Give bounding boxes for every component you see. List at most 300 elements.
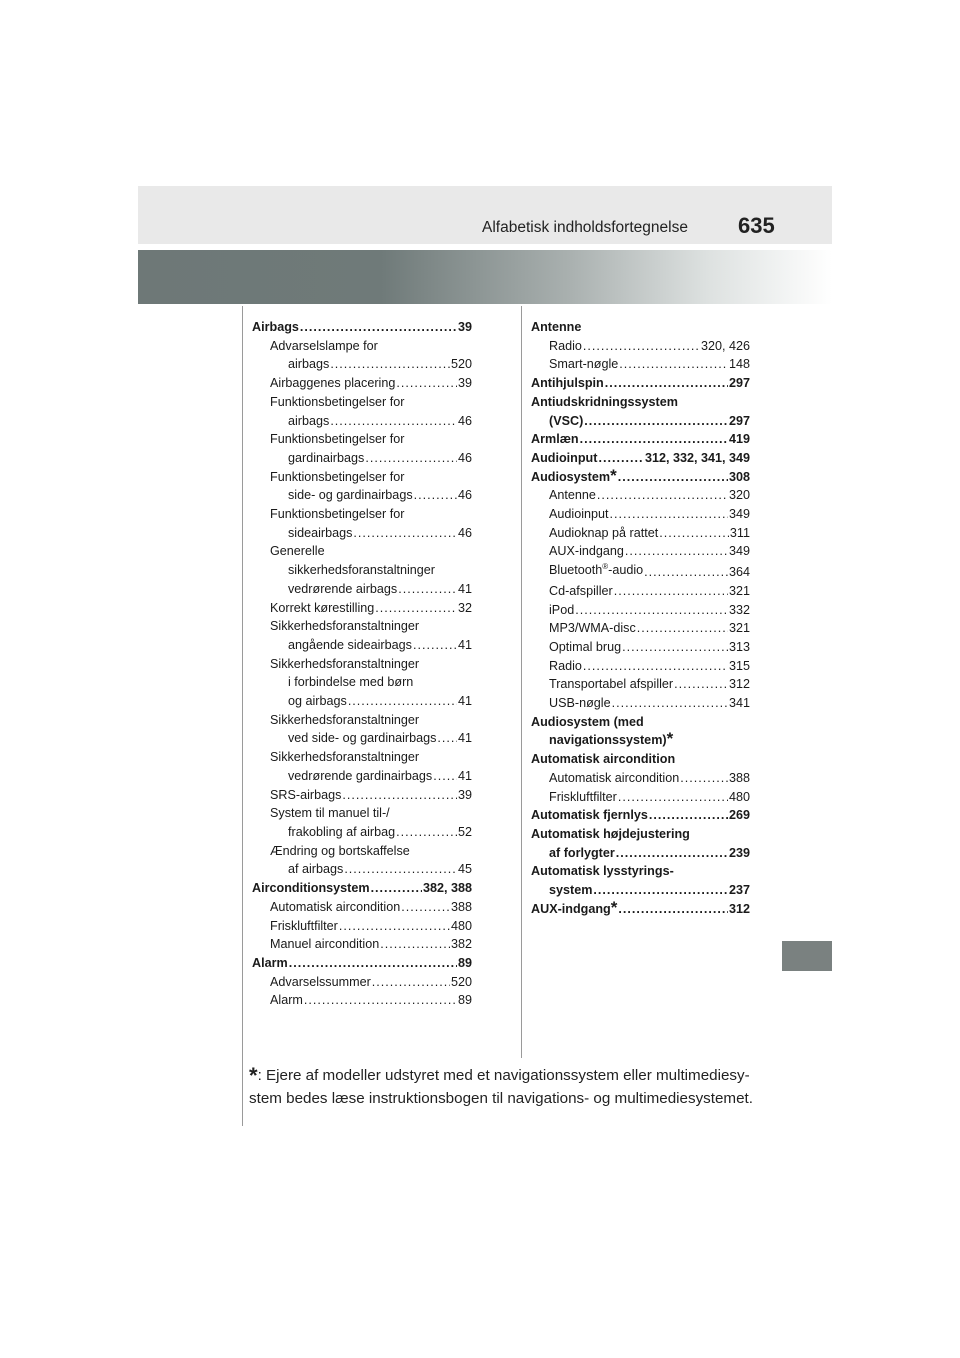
index-page-ref: 41 xyxy=(457,768,472,783)
index-term xyxy=(270,617,419,636)
footnote-asterisk: * xyxy=(249,1063,258,1088)
index-entry xyxy=(531,601,750,620)
dot-leader xyxy=(348,692,457,711)
index-term xyxy=(270,542,325,561)
index-term xyxy=(549,524,658,543)
index-term-text: Sikkerhedsforanstaltninger xyxy=(270,750,420,765)
dot-leader xyxy=(339,917,450,936)
index-term xyxy=(531,825,690,844)
index-entry xyxy=(252,393,472,412)
index-term-text: Sikkerhedsforanstaltninger xyxy=(270,619,420,634)
dot-leader xyxy=(304,991,457,1010)
index-page-ref: 46 xyxy=(457,525,472,540)
dot-leader xyxy=(619,355,728,374)
index-term-text: AUX-indgang xyxy=(531,901,611,916)
dot-leader xyxy=(342,786,457,805)
dot-leader xyxy=(580,430,728,449)
index-page-ref: 312 xyxy=(728,901,750,916)
index-entry xyxy=(531,619,750,638)
index-entry xyxy=(252,767,472,786)
index-entry xyxy=(252,748,472,767)
index-page-ref: 148 xyxy=(728,357,750,372)
index-term xyxy=(531,897,618,919)
index-page-ref: 239 xyxy=(728,845,750,860)
dot-leader xyxy=(372,973,450,992)
index-entry xyxy=(531,542,750,561)
index-term xyxy=(549,731,673,750)
left-margin-rule xyxy=(242,306,243,1126)
index-page-ref: 388 xyxy=(728,770,750,785)
dot-leader xyxy=(612,694,728,713)
index-page-ref: 341 xyxy=(728,696,750,711)
index-entry xyxy=(252,655,472,674)
index-term-text: SRS-airbags xyxy=(270,787,342,802)
index-term xyxy=(531,430,579,449)
index-page-ref: 313 xyxy=(728,639,750,654)
index-term xyxy=(270,430,404,449)
index-term-text: af forlygter xyxy=(549,845,615,860)
index-term xyxy=(549,638,621,657)
footnote-asterisk: * xyxy=(610,897,618,917)
index-page-ref: 41 xyxy=(457,637,472,652)
decorative-gradient-band xyxy=(138,250,832,304)
index-page-ref: 39 xyxy=(457,320,472,334)
index-page-ref: 520 xyxy=(450,974,472,989)
index-term-text: Friskluftfilter xyxy=(549,789,617,804)
index-term-text: AUX-indgang xyxy=(549,544,624,559)
index-entry xyxy=(531,769,750,788)
index-page-ref: 45 xyxy=(457,862,472,877)
index-page-ref: 520 xyxy=(450,357,472,372)
index-term-text: frakobling af airbag xyxy=(288,824,396,839)
index-term-text: MP3/WMA-disc xyxy=(549,621,636,636)
index-term xyxy=(531,449,597,468)
index-entry xyxy=(252,935,472,954)
index-entry xyxy=(252,917,472,936)
index-term xyxy=(252,879,370,898)
index-term xyxy=(549,619,636,638)
index-entry xyxy=(531,844,750,863)
index-term xyxy=(288,524,352,543)
index-term-text: Automatisk lysstyrings- xyxy=(531,864,674,879)
index-entry xyxy=(531,505,750,524)
index-term xyxy=(531,465,617,487)
index-term xyxy=(531,750,675,769)
index-entry xyxy=(252,599,472,618)
index-page-ref: 315 xyxy=(728,658,750,673)
index-term-text: vedrørende gardinairbags xyxy=(288,768,433,783)
index-column-right xyxy=(531,318,750,919)
index-term-text: side- og gardinairbags xyxy=(288,488,413,503)
index-entry xyxy=(531,582,750,601)
index-term xyxy=(288,860,343,879)
index-term-text: USB-nøgle xyxy=(549,696,611,711)
index-term-text: Korrekt kørestilling xyxy=(270,600,375,615)
index-page-ref: 52 xyxy=(457,824,472,839)
index-term xyxy=(270,374,395,393)
dot-leader xyxy=(396,823,457,842)
dot-leader xyxy=(644,563,728,582)
index-term-text: Audiosystem xyxy=(531,469,611,484)
index-column-left xyxy=(252,318,472,1010)
index-entry xyxy=(531,355,750,374)
dot-leader xyxy=(413,636,457,655)
index-entry xyxy=(531,713,750,732)
dot-leader xyxy=(330,355,450,374)
dot-leader xyxy=(597,486,728,505)
index-term xyxy=(531,713,644,732)
index-page-ref: 46 xyxy=(457,413,472,428)
index-entry xyxy=(252,673,472,692)
footnote-asterisk: * xyxy=(666,729,674,749)
index-page-ref: 312 xyxy=(728,677,750,692)
dot-leader xyxy=(659,524,729,543)
index-page-ref: 388 xyxy=(450,899,472,914)
index-page-ref: 39 xyxy=(457,376,472,391)
index-term xyxy=(270,748,419,767)
index-term xyxy=(270,935,379,954)
index-entry xyxy=(252,412,472,431)
index-term-text: sikkerhedsforanstaltninger xyxy=(288,563,436,578)
index-entry xyxy=(531,524,750,543)
section-title: Alfabetisk indholdsfortegnelse xyxy=(482,219,688,236)
index-entry xyxy=(531,806,750,825)
dot-leader xyxy=(401,898,450,917)
index-page-ref: 41 xyxy=(457,731,472,746)
index-term xyxy=(270,973,371,992)
index-term xyxy=(270,804,390,823)
index-term-text: i forbindelse med børn xyxy=(288,675,414,690)
index-term xyxy=(252,954,288,973)
index-term-text: Automatisk aircondition xyxy=(549,770,680,785)
dot-leader xyxy=(380,935,450,954)
index-term xyxy=(270,842,410,861)
index-term-text: Airconditionsystem xyxy=(252,881,370,896)
index-term-text: Alarm xyxy=(270,993,303,1008)
index-term xyxy=(270,917,338,936)
dot-leader xyxy=(605,374,728,393)
index-term-text: Advarselslampe for xyxy=(270,338,378,353)
index-entry xyxy=(252,636,472,655)
index-term-text: System til manuel til-/ xyxy=(270,806,390,821)
footnote xyxy=(249,1064,769,1110)
index-term-text: Alarm xyxy=(252,955,288,970)
index-term-text: Cd-afspiller xyxy=(549,583,613,598)
index-entry xyxy=(531,694,750,713)
index-entry xyxy=(252,337,472,356)
index-entry xyxy=(531,881,750,900)
index-term xyxy=(270,599,374,618)
index-entry xyxy=(252,991,472,1010)
index-term-text: Antiudskridningssystem xyxy=(531,394,678,409)
index-term xyxy=(288,580,397,599)
index-term-text: Armlæn xyxy=(531,432,579,447)
index-term-text: og airbags xyxy=(288,694,347,709)
index-term-text: Manuel aircondition xyxy=(270,937,380,952)
index-term xyxy=(288,355,329,374)
index-page-ref: 320 xyxy=(728,488,750,503)
index-term-text: Transportabel afspiller xyxy=(549,677,674,692)
index-term xyxy=(549,561,643,582)
dot-leader xyxy=(622,638,728,657)
index-page-ref: 46 xyxy=(457,488,472,503)
index-term-text: Radio xyxy=(549,338,582,353)
dot-leader xyxy=(437,729,457,748)
dot-leader xyxy=(583,657,728,676)
index-page-ref: 382 xyxy=(450,937,472,952)
index-entry xyxy=(252,786,472,805)
dot-leader xyxy=(330,412,457,431)
index-term xyxy=(288,412,329,431)
index-term-text: Automatisk aircondition xyxy=(270,899,401,914)
dot-leader xyxy=(618,468,728,487)
index-term xyxy=(288,823,395,842)
index-page-ref: 349 xyxy=(728,507,750,522)
dot-leader xyxy=(375,599,457,618)
index-entry xyxy=(252,692,472,711)
index-page-ref: 480 xyxy=(450,918,472,933)
index-entry xyxy=(531,412,750,431)
index-term xyxy=(288,561,435,580)
index-term-text: Friskluftfilter xyxy=(270,918,338,933)
index-term xyxy=(288,636,412,655)
index-page-ref: 364 xyxy=(728,565,750,580)
index-term-text: Sikkerhedsforanstaltninger xyxy=(270,656,420,671)
dot-leader xyxy=(353,524,457,543)
index-entry xyxy=(531,465,750,487)
index-term-text: gardinairbags xyxy=(288,450,365,465)
index-term xyxy=(252,318,299,337)
index-entry xyxy=(252,318,472,337)
index-entry xyxy=(531,657,750,676)
dot-leader xyxy=(365,449,457,468)
index-term xyxy=(531,318,581,337)
index-page-ref: 321 xyxy=(728,583,750,598)
dot-leader xyxy=(433,767,457,786)
index-term-text: Bluetooth xyxy=(549,563,603,578)
index-page-ref: 308 xyxy=(728,469,750,484)
index-term xyxy=(531,862,674,881)
index-term-text: airbags xyxy=(288,357,330,372)
index-term xyxy=(288,449,364,468)
index-entry xyxy=(252,374,472,393)
index-entry xyxy=(531,430,750,449)
index-term-text: Optimal brug xyxy=(549,639,622,654)
index-term xyxy=(270,505,404,524)
index-term xyxy=(270,898,400,917)
index-term-text: Funktionsbetingelser for xyxy=(270,432,405,447)
footnote-asterisk: * xyxy=(610,465,617,485)
page-number: 635 xyxy=(738,213,775,238)
index-entry xyxy=(252,355,472,374)
index-page-ref: 321 xyxy=(728,621,750,636)
index-entry xyxy=(531,374,750,393)
index-term-text: iPod xyxy=(549,602,575,617)
index-entry xyxy=(252,449,472,468)
index-entry xyxy=(531,561,750,582)
index-page-ref: 269 xyxy=(728,808,750,823)
index-page-ref: 89 xyxy=(457,955,472,970)
dot-leader xyxy=(616,844,728,863)
index-term-text: Audiosystem (med xyxy=(531,714,644,729)
dot-leader xyxy=(614,582,728,601)
index-term xyxy=(270,991,303,1010)
index-term-text: system xyxy=(549,883,593,898)
index-page-ref: 311 xyxy=(729,525,750,540)
index-page-ref: 297 xyxy=(728,376,750,391)
index-entry xyxy=(531,318,750,337)
dot-leader xyxy=(584,412,728,431)
index-term-text: Audioinput xyxy=(549,507,609,522)
index-term xyxy=(288,692,347,711)
dot-leader xyxy=(625,542,728,561)
index-page-ref: 419 xyxy=(728,432,750,447)
index-entry xyxy=(531,675,750,694)
index-term xyxy=(549,582,613,601)
index-term-text: sideairbags xyxy=(288,525,353,540)
index-entry xyxy=(252,430,472,449)
index-term-text: Audioinput xyxy=(531,450,598,465)
index-page-ref: 89 xyxy=(457,993,472,1008)
registered-mark: ® xyxy=(602,562,609,572)
dot-leader xyxy=(610,505,728,524)
index-term xyxy=(549,881,592,900)
index-term xyxy=(531,806,648,825)
index-page-ref: 320, 426 xyxy=(700,338,750,353)
index-term xyxy=(549,844,615,863)
index-term-text: angående sideairbags xyxy=(288,637,412,652)
index-term xyxy=(288,767,432,786)
index-entry xyxy=(531,788,750,807)
index-entry xyxy=(531,393,750,412)
index-term-text: Funktionsbetingelser for xyxy=(270,394,405,409)
index-term xyxy=(270,337,378,356)
index-entry xyxy=(252,954,472,973)
index-term-text: Sikkerhedsforanstaltninger xyxy=(270,712,420,727)
index-term xyxy=(549,675,673,694)
dot-leader xyxy=(674,675,728,694)
index-term-text: Automatisk højdejustering xyxy=(531,826,690,841)
index-entry xyxy=(531,638,750,657)
index-term xyxy=(549,542,624,561)
index-term xyxy=(531,374,604,393)
index-page-ref: 297 xyxy=(728,413,750,428)
index-term-text: Advarselssummer xyxy=(270,974,371,989)
index-entry xyxy=(252,860,472,879)
index-term xyxy=(549,601,574,620)
index-term-text: Ændring og bortskaffelse xyxy=(270,843,410,858)
index-entry xyxy=(252,879,472,898)
index-entry xyxy=(531,486,750,505)
index-term-text: Airbaggenes placering xyxy=(270,376,396,391)
index-entry xyxy=(252,842,472,861)
index-term-text: Radio xyxy=(549,658,582,673)
index-page-ref: 480 xyxy=(728,789,750,804)
index-term xyxy=(549,337,582,356)
index-term xyxy=(288,486,413,505)
index-entry xyxy=(531,731,750,750)
index-term-text: Antihjulspin xyxy=(531,376,604,391)
index-entry xyxy=(252,505,472,524)
dot-leader xyxy=(583,337,700,356)
dot-leader xyxy=(344,860,457,879)
index-entry xyxy=(252,617,472,636)
index-page-ref: 237 xyxy=(728,883,750,898)
index-term-text: af airbags xyxy=(288,862,344,877)
index-term-text: Generelle xyxy=(270,544,325,559)
index-term-text: Antenne xyxy=(549,488,596,503)
index-entry xyxy=(531,862,750,881)
index-term-text: (VSC) xyxy=(549,413,584,428)
index-term xyxy=(270,786,341,805)
column-divider-rule xyxy=(521,306,522,1058)
index-term xyxy=(549,694,611,713)
index-term xyxy=(549,657,582,676)
index-term xyxy=(549,355,618,374)
chapter-side-tab xyxy=(782,941,832,971)
index-page-ref: 41 xyxy=(457,694,472,709)
index-entry xyxy=(252,486,472,505)
index-entry xyxy=(252,468,472,487)
dot-leader xyxy=(414,486,457,505)
index-term-text: Smart-nøgle xyxy=(549,357,619,372)
dot-leader xyxy=(300,318,457,337)
index-term-text: Automatisk fjernlys xyxy=(531,808,648,823)
dot-leader xyxy=(618,900,728,919)
index-term-text: navigationssystem) xyxy=(549,733,667,748)
index-page-ref: 41 xyxy=(457,581,472,596)
index-term-text: Audioknap på rattet xyxy=(549,525,659,540)
index-entry xyxy=(531,337,750,356)
index-page-ref: 46 xyxy=(457,450,472,465)
index-term xyxy=(549,769,679,788)
index-term xyxy=(531,393,678,412)
index-term-text-suffix: -audio xyxy=(608,563,644,578)
index-entry xyxy=(531,825,750,844)
index-term xyxy=(288,729,436,748)
index-term xyxy=(549,412,583,431)
dot-leader xyxy=(649,806,728,825)
index-term-text: Funktionsbetingelser for xyxy=(270,469,405,484)
dot-leader xyxy=(289,954,457,973)
index-term xyxy=(549,505,609,524)
footnote-text: : Ejere af modeller udstyret med et navigationssystem eller multimediesy-stem bedes læse instruktionsbogen til navigations- og multimediesystemet. xyxy=(249,1067,753,1107)
index-entry xyxy=(252,898,472,917)
index-term-text: airbags xyxy=(288,413,330,428)
index-entry xyxy=(531,897,750,919)
dot-leader xyxy=(371,879,422,898)
index-entry xyxy=(252,804,472,823)
index-term-text: vedrørende airbags xyxy=(288,581,398,596)
index-term-text: Automatisk aircondition xyxy=(531,752,676,767)
dot-leader xyxy=(575,601,728,620)
index-entry xyxy=(252,580,472,599)
index-page-ref: 349 xyxy=(728,544,750,559)
index-term-text: Airbags xyxy=(252,320,299,334)
dot-leader xyxy=(680,769,728,788)
index-term xyxy=(270,711,419,730)
index-term xyxy=(270,468,404,487)
index-entry xyxy=(252,711,472,730)
index-page-ref: 39 xyxy=(457,787,472,802)
index-term-text: ved side- og gardinairbags xyxy=(288,731,437,746)
index-page-ref: 312, 332, 341, 349 xyxy=(644,450,750,465)
index-term-text: Antenne xyxy=(531,320,582,334)
dot-leader xyxy=(637,619,728,638)
index-page-ref: 32 xyxy=(457,600,472,615)
index-term xyxy=(549,788,617,807)
dot-leader xyxy=(398,580,457,599)
